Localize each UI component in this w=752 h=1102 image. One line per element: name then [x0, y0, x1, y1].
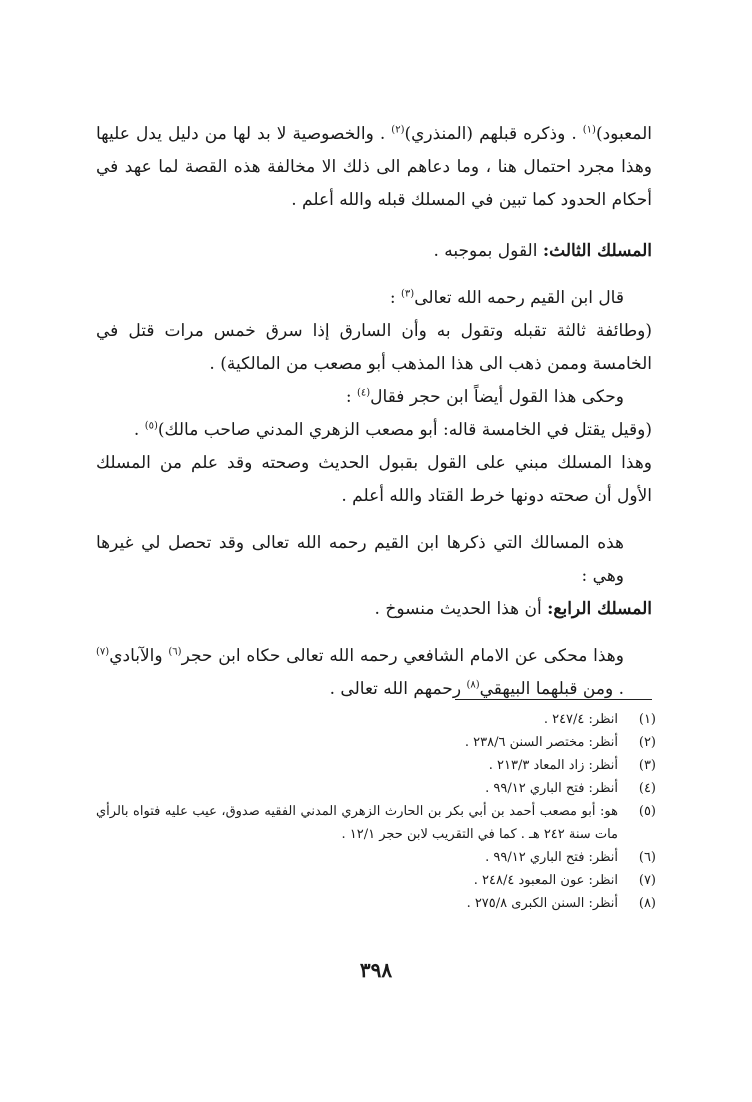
paragraph-abrogation [96, 640, 652, 706]
footnote-text: أنظر: زاد المعاد ٢١٣/٣ . [488, 758, 618, 773]
text-run: . [133, 420, 145, 440]
paragraph-summary: هذه المسالك التي ذكرها ابن القيم رحمه الله تعالى وقد تحصل لي غيرها وهي : [96, 533, 624, 586]
text-run: رحمهم الله تعالى . [329, 679, 467, 699]
text-run: وهذا محكى عن الامام الشافعي رحمه الله تعالى حكاه ابن حجر [181, 646, 624, 666]
paragraph-conclusion: وهذا المسلك مبني على القول بقبول الحديث وصحته وقد علم من المسلك الأول أن صحته دونها خرط القتاد والله أعلم . [96, 453, 652, 506]
quote-ibn-qayyim: (وطائفة ثالثة تقبله وتقول به وأن السارق إذا سرق خمس مرات قتل في الخامسة وممن ذهب الى هذا المذهب أبو مصعب من المالكية) . [96, 321, 652, 374]
text-run: المعبود) [595, 124, 652, 144]
quote-intro-ibn-hajar [96, 381, 652, 414]
text-run: (وقيل يقتل في الخامسة قاله: أبو مصعب الزهري المدني صاحب مالك) [157, 420, 652, 440]
footnote [96, 754, 656, 777]
text-run: والآبادي [109, 646, 169, 666]
text-run: . ومن قبلهما البيهقي [479, 679, 624, 699]
footnote-ref-5[interactable]: (٥) [144, 420, 158, 432]
quote-ibn-hajar [96, 414, 652, 447]
footnote-ref-3[interactable]: (٣) [401, 288, 415, 300]
footnote-ref-8[interactable]: (٨) [466, 679, 480, 691]
footnote-ref-7[interactable]: (٧) [96, 646, 110, 658]
footnote-number: (٤) [638, 781, 656, 796]
footnote-number: (٣) [638, 758, 656, 773]
footnote-text: هو: أبو مصعب أحمد بن أبي بكر بن الحارث الزهري المدني الفقيه صدوق، عيب عليه فتواه بالرأي مات سنة ٢٤٢ هـ . كما في التقريب لابن حجر ١٢/١ . [96, 804, 618, 842]
footnote-text: أنظر: فتح الباري ٩٩/١٢ . [485, 781, 618, 796]
main-text [96, 118, 652, 706]
page-number: ٣٩٨ [359, 958, 393, 982]
footnote-number: (١) [638, 712, 656, 727]
footnote-text: انظر: ٢٤٧/٤ . [543, 712, 618, 727]
heading-label: المسلك الرابع: [547, 599, 652, 619]
footnote-number: (٨) [638, 896, 656, 911]
footnote [96, 869, 656, 892]
text-run: : [389, 288, 402, 308]
footnote-number: (٢) [638, 735, 656, 750]
footnote [96, 846, 656, 869]
footnote [96, 777, 656, 800]
footnote-text: انظر: عون المعبود ٢٤٨/٤ . [473, 873, 618, 888]
text-run: . والخصوصية لا بد لها من دليل يدل عليها وهذا مجرد احتمال هنا ، وما دعاهم الى ذلك الا مخالفة هذه القصة لما عهد في أحكام الحدود كما تبين في المسلك قبله والله أعلم . [96, 124, 652, 210]
footnote-text: أنظر: فتح الباري ٩٩/١٢ . [485, 850, 618, 865]
section-heading-third [96, 235, 652, 268]
footnote-number: (٦) [638, 850, 656, 865]
footnote-ref-1[interactable]: (١) [582, 124, 596, 136]
footnote [96, 708, 656, 731]
heading-text: أن هذا الحديث منسوخ . [374, 599, 548, 619]
footnote-ref-4[interactable]: (٤) [356, 387, 371, 399]
text-run: قال ابن القيم رحمه الله تعالى [414, 288, 624, 308]
footnote-text: أنظر: مختصر السنن ٢٣٨/٦ . [464, 735, 618, 750]
footnotes [96, 708, 656, 915]
heading-text: القول بموجبه . [433, 241, 543, 261]
footnote [96, 731, 656, 754]
footnote-ref-6[interactable]: (٦) [168, 646, 182, 658]
text-run: : [345, 387, 357, 407]
footnote-number: (٥) [638, 804, 656, 819]
text-run: وحكى هذا القول أيضاً ابن حجر فقال [370, 387, 624, 407]
footnote-ref-2[interactable]: (٢) [391, 124, 405, 136]
text-run: . وذكره قبلهم (المنذري) [404, 124, 583, 144]
section-heading-fourth [96, 593, 652, 626]
footnote-text: أنظر: السنن الكبرى ٢٧٥/٨ . [466, 896, 618, 911]
footnote-number: (٧) [638, 873, 656, 888]
heading-label: المسلك الثالث: [542, 241, 652, 261]
paragraph-intro [96, 118, 652, 217]
footnote-separator [455, 699, 652, 700]
footnote [96, 892, 656, 915]
quote-intro-ibn-qayyim [96, 282, 652, 315]
footnote [96, 800, 656, 846]
